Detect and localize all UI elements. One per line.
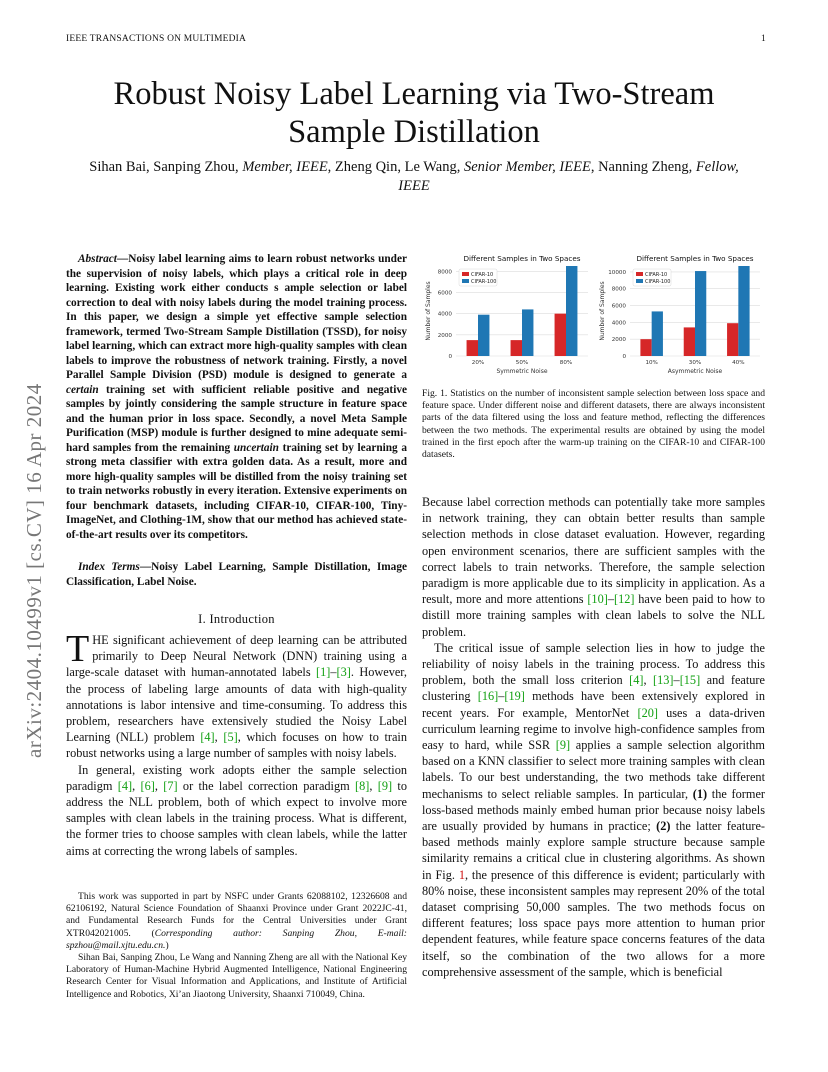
body-paragraph (422, 494, 765, 640)
bar-cifar-10 (640, 339, 651, 356)
affiliation-footnote: Sihan Bai, Sanping Zhou, Le Wang and Nanning Zheng are all with the National Key Laboratory of Human-Machine Hybrid Augmented Intelligence, National Engineering Research Center for Visual Information and Applications, and Institute of Artificial Intelligence and Robotics, Xi’an Jiaotong University, Shaanxi 710049, China. (66, 952, 407, 1000)
index-terms-text: —Noisy Label Learning, Sample Distillation, Image Classification, Label Noise. (66, 561, 407, 588)
x-tick-label: 20% (471, 360, 485, 366)
bar-cifar-100 (652, 311, 663, 356)
body-text: methods have been extensively explored in recent years. For example, MentorNet (422, 689, 765, 720)
page-number: 1 (761, 34, 766, 44)
intro-text: HE significant achievement of deep learning can be attributed primarily to Deep Neural Network (DNN) training using a large-scale dataset with human-annotated labels (66, 633, 407, 680)
abstract-text-2: training set with sufficient reliable positive and negative samples by jointly considering the sample structure in feature space and the human prior in loss space. Secondly, a novel Meta Sample Purification (MSP) module is further designed to mine adequate semi-hard samples from the remaining (66, 383, 407, 454)
legend (633, 269, 671, 286)
y-tick-label: 6000 (437, 290, 452, 297)
body-text: Because label correction methods can potentially take more samples in network training, they can obtain better results than sample selection methods in close dataset evaluation. However, regarding open environment scenarios, there are sufficient samples with the correct labels to train networks. Therefore, the sample selection paradigm is more applicable due to its simplicity in application. As a result, more and more attentions (422, 495, 765, 607)
intro-text: , which focuses on how to train robust networks using a large number of samples with noisy labels. (66, 730, 407, 761)
x-tick-label: 80% (559, 360, 573, 366)
legend-swatch (636, 279, 643, 283)
body-text: The critical issue of sample selection lies in how to judge the reliability of noisy labels in the training process. To address this problem, both the small loss criterion (422, 640, 765, 688)
body-text: the former loss-based methods mainly embed human prior because noisy labels are usually provided by humans in practice; (422, 786, 765, 834)
citation-link[interactable]: [8] (355, 778, 370, 793)
section-heading: I. Introduction (198, 612, 275, 626)
author-role-2: Senior Member, IEEE (463, 159, 591, 175)
bar-cifar-10 (555, 314, 566, 356)
citation-link[interactable]: [6] (140, 778, 155, 793)
citation-link[interactable]: [19] (504, 689, 525, 704)
bar-cifar-10 (684, 327, 695, 356)
figure-link[interactable]: 1 (458, 867, 465, 882)
abstract-label: Abstract (78, 253, 117, 265)
citation-link[interactable]: [4] (629, 673, 644, 688)
chart-title: Different Samples in Two Spaces (463, 254, 581, 263)
intro-text: or the label correction paradigm (177, 778, 356, 793)
body-text: – (607, 592, 614, 607)
intro-text: , (369, 778, 378, 793)
legend (459, 269, 497, 286)
bar-cifar-10 (511, 340, 522, 356)
citation-link[interactable]: [4] (117, 778, 133, 793)
figure-caption: Fig. 1. Statistics on the number of inconsistent sample selection between loss space and feature space. Under different noise and different datasets, there are always inconsistent parts of the data filtered using the loss and feature method, reflecting the differences between the two methods. The experimental results are obtained by using the model trained in the first epoch after the warm-up training on the CIFAR-10 and CIFAR-100 datasets. (422, 388, 765, 461)
chart-symmetric-noise (422, 252, 594, 382)
y-tick-label: 0 (622, 354, 626, 360)
body-text: – (498, 689, 505, 704)
y-tick-label: 2000 (437, 332, 452, 339)
legend-label: CIFAR-100 (645, 279, 671, 285)
citation-link[interactable]: [3] (336, 665, 351, 680)
body-paragraph (422, 640, 765, 980)
legend-swatch (636, 272, 643, 276)
citation-link[interactable]: [12] (613, 592, 635, 607)
legend-label: CIFAR-10 (471, 272, 494, 278)
citation-link[interactable]: [20] (637, 705, 658, 720)
citation-link[interactable]: [9] (377, 778, 393, 793)
intro-paragraph (66, 762, 407, 859)
chart-asymmetric-noise (594, 252, 765, 382)
intro-text: . However, the process of labeling large amounts of data with high-quality annotations is labor intensive and time-consuming. To address this problem, researchers have extensively studied the Noisy Label Learning (NLL) problem (66, 665, 407, 745)
corresponding-author: Corresponding author: Sanping Zhou, E-mail: spzhou@mail.xjtu.edu.cn. (66, 927, 407, 951)
x-tick-label: 40% (732, 360, 745, 366)
intro-text: – (330, 665, 337, 680)
bar-cifar-100 (695, 271, 706, 356)
body-text: uses a data-driven curriculum learning regime to involve high-confidence samples from easy to hard, while SSR (422, 705, 766, 753)
footnote-text: ) (165, 939, 169, 951)
y-tick-label: 4000 (611, 320, 626, 327)
y-tick-label: 6000 (611, 303, 626, 310)
citation-link[interactable]: [10] (587, 592, 608, 607)
citation-link[interactable]: [9] (555, 738, 571, 753)
intro-text: , (132, 778, 141, 793)
running-head (66, 34, 766, 48)
y-tick-label: 0 (448, 354, 452, 360)
citation-link[interactable]: [16] (477, 689, 499, 704)
title-line-1: Robust Noisy Label Learning via Two-Stream (113, 76, 715, 112)
citation-link[interactable]: [1] (316, 665, 331, 680)
abstract-text-3: training set by learning a strong meta classifier with extra golden data. As a result, more and more high-quality samples will be distilled from the noisy training set to train networks robustly in every iteration. Extensive experiments on four benchmark datasets, including CIFAR-10, CIFAR-100, Tiny-ImageNet, and Clothing-1M, show that our method has achieved state-of-the-art results over its competitors. (66, 441, 407, 541)
body-text: the latter feature-based methods mainly explore sample structure because sample similarity remains a critical clue in clustering algorithms. As shown in Fig. (422, 819, 765, 882)
bold-marker: (1) (692, 786, 708, 801)
abstract-text-1: —Noisy label learning aims to learn robust networks under the supervision of noisy labels, which plays a critical role in deep learning. Existing work either conducts s ample selection or label correction to deal with noisy labels during the model training process. In this paper, we design a simple yet effective sample selection framework, termed Two-Stream Sample Distillation (TSSD), for noisy label learning, which can extract more high-quality samples with clean labels to improve the robustness of network training. Firstly, a novel Parallel Sample Division (PSD) module is designed to generate a (66, 253, 407, 381)
x-tick-label: 10% (645, 360, 658, 366)
intro-text: In general, existing work adopts either the sample selection paradigm (66, 762, 407, 793)
drop-cap: T (66, 628, 90, 670)
y-tick-label: 8000 (437, 269, 452, 276)
body-text: , (643, 673, 654, 688)
legend-swatch (462, 272, 469, 276)
y-tick-label: 8000 (611, 286, 626, 293)
authors-part-2: , Zheng Qin, Le Wang, (327, 159, 464, 175)
authors-part-3: , Nanning Zheng, (590, 159, 696, 175)
introduction-body (66, 628, 407, 859)
intro-text: , (214, 730, 224, 745)
body-text: and feature clustering (422, 673, 765, 704)
paper-title (60, 75, 768, 151)
bar-cifar-10 (467, 340, 478, 356)
y-tick-label: 10000 (608, 269, 626, 276)
abstract-emphasis-1: certain (66, 383, 99, 396)
funding-footnote (66, 891, 407, 952)
arxiv-stamp[interactable]: arXiv:2404.10499v1 [cs.CV] 16 Apr 2024 (22, 383, 46, 758)
authors-part-1: Sihan Bai, Sanping Zhou, (89, 159, 243, 175)
legend-label: CIFAR-100 (471, 279, 497, 285)
citation-link[interactable]: [13] (653, 673, 674, 688)
x-tick-label: 30% (688, 360, 702, 366)
body-text: – (673, 673, 680, 688)
citation-link[interactable]: [7] (163, 778, 178, 793)
title-line-2: Sample Distillation (288, 114, 540, 150)
y-axis-label: Number of Samples (425, 281, 432, 341)
bold-marker: (2) (656, 819, 671, 834)
bar-cifar-100 (478, 315, 489, 356)
right-column-body (422, 494, 765, 980)
footnote-text: This work was supported in part by NSFC under Grants 62088102, 12326608 and 62106192, Natural Science Foundation of Shaanxi Province under Grant 2022JC-41, and Fundamental Research Funds for the Central Universities under Grant XTR042021005. ( (66, 891, 407, 939)
intro-text: to address the NLL problem, both of which expect to involve more samples with clean labels in the training process. What is different, the former tries to choose samples with clean labels, while the latter aims at correcting the wrong labels of samples. (66, 778, 407, 858)
legend-swatch (462, 279, 469, 283)
bar-cifar-100 (566, 266, 577, 356)
chart-title: Different Samples in Two Spaces (636, 254, 754, 263)
bar-cifar-100 (738, 266, 749, 356)
journal-name: IEEE TRANSACTIONS ON MULTIMEDIA (66, 34, 247, 44)
x-axis-label: Symmetric Noise (496, 368, 548, 375)
bar-cifar-10 (727, 323, 738, 356)
intro-paragraph (66, 628, 407, 762)
index-terms (66, 560, 407, 589)
author-list (80, 158, 748, 196)
citation-link[interactable]: [5] (223, 730, 238, 745)
body-text: applies a sample selection algorithm based on a KNN classifier to select more training samples with clean labels. To our best understanding, the two methods take different mechanisms to select reliable samples. In particular, (422, 738, 765, 801)
footnotes (66, 891, 407, 1001)
body-text: , the presence of this difference is evident; particularly with 80% noise, these inconsistent samples may represent 20% of the total dataset comprising 50,000 samples. The two methods focus on different features; loss space pays more attention to human prior dependent features, while feature space concerns features of the data itself, so the combination of the two allows for a more comprehensive assessment of the sample, which is beneficial (422, 867, 765, 979)
y-tick-label: 4000 (437, 311, 452, 318)
y-axis-label: Number of Samples (599, 281, 606, 341)
index-terms-label: Index Terms (78, 561, 140, 573)
legend-label: CIFAR-10 (645, 272, 668, 278)
bar-cifar-100 (522, 309, 533, 356)
abstract-emphasis-2: uncertain (233, 441, 279, 454)
x-axis-label: Asymmetric Noise (667, 368, 723, 375)
figure-1 (422, 252, 765, 382)
citation-link[interactable]: [4] (200, 730, 215, 745)
x-tick-label: 50% (515, 360, 529, 366)
intro-text: , (154, 778, 164, 793)
author-role-1: Member, IEEE (242, 159, 328, 175)
y-tick-label: 2000 (611, 337, 626, 344)
body-text: have been paid to how to distill more training samples with clean labels to solve the NLL problem. (422, 592, 765, 639)
citation-link[interactable]: [15] (679, 673, 701, 688)
abstract (66, 252, 407, 542)
author-role-3: Fellow, IEEE (398, 159, 739, 194)
